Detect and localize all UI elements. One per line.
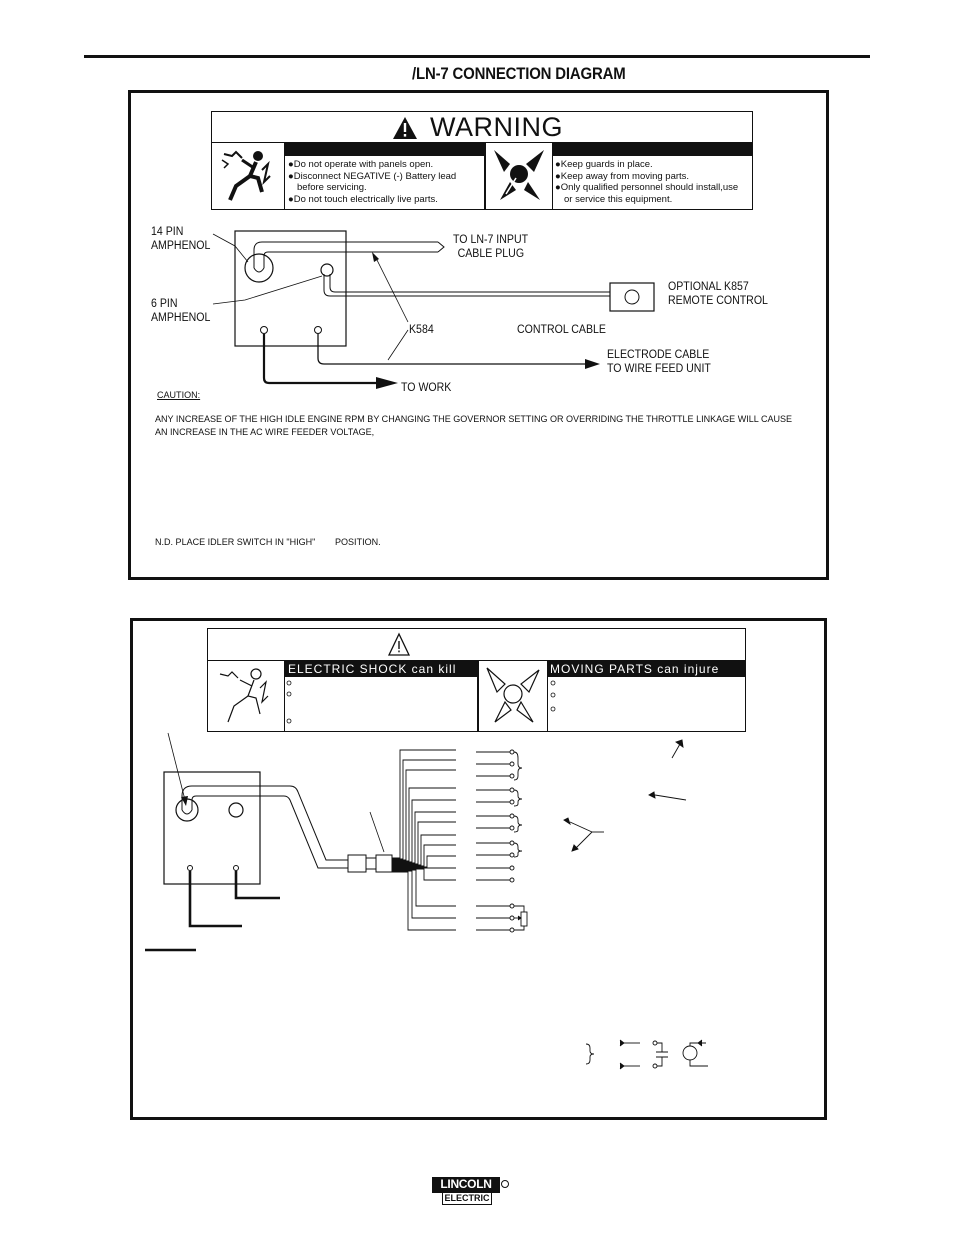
label-14-pin: 14 PIN AMPHENOL [151, 226, 211, 252]
label-control-cable: CONTROL CABLE [517, 324, 606, 336]
warning-left-item: Do not touch electrically live parts. [293, 193, 438, 205]
warning-right-item: or service this equipment. [564, 193, 673, 205]
label-electrode-cable: ELECTRODE CABLE TO WIRE FEED UNIT [607, 349, 711, 375]
bullet-icon: ● [555, 170, 561, 182]
bullet-icon: ● [288, 170, 294, 182]
legend-symbols [586, 1040, 708, 1069]
caution-line-2: AN INCREASE IN THE AC WIRE FEEDER VOLTAGE, [155, 427, 375, 438]
logo-bottom-box [442, 1192, 492, 1205]
logo-bottom-text: ELECTRIC [444, 1193, 490, 1203]
page-title: /LN-7 CONNECTION DIAGRAM [412, 64, 626, 83]
electric-shock-label: ELECTRIC SHOCK can kill [288, 662, 457, 676]
bullet-icon: ● [288, 193, 294, 205]
warning-right-item: Keep guards in place. [560, 159, 653, 170]
warning-left-item: before servicing. [297, 182, 367, 193]
lincoln-electric-logo [432, 1177, 512, 1217]
warning-right-item: Keep away from moving parts. [560, 170, 690, 182]
label-ln7-input: TO LN-7 INPUT CABLE PLUG [453, 234, 529, 260]
logo-top-text: LINCOLN [440, 1177, 492, 1191]
terminal-strip [476, 750, 527, 932]
bullet-icon: ● [555, 159, 561, 170]
warning-right-item: Only qualified personnel should install,use [560, 182, 739, 193]
caution-title: CAUTION: [157, 390, 201, 401]
annotation-arrows [564, 740, 686, 851]
note-idler-switch: N.D. PLACE IDLER SWITCH IN "HIGH" [155, 537, 316, 548]
machine-panel-2 [164, 772, 260, 884]
warning-left-item: Disconnect NEGATIVE (-) Battery lead [293, 170, 457, 182]
moving-parts-label: MOVING PARTS can injure [550, 662, 720, 676]
bullet-icon: ● [288, 159, 294, 170]
logo-top-box [432, 1177, 500, 1193]
label-remote-control: OPTIONAL K857 REMOTE CONTROL [668, 281, 768, 307]
caution-line-1: ANY INCREASE OF THE HIGH IDLE ENGINE RPM BY CHANGING THE GOVERNOR SETTING OR OVERRIDING THE THROTTLE LINKAGE WILL CAUSE [155, 414, 793, 425]
registered-mark [501, 1180, 509, 1188]
label-6-pin: 6 PIN AMPHENOL [151, 298, 211, 324]
label-to-work: TO WORK [401, 382, 452, 394]
note-position: POSITION. [335, 537, 381, 548]
warning-left-item: Do not operate with panels open. [293, 159, 434, 170]
bullet-icon: ● [555, 182, 561, 193]
control-wire-fan [392, 750, 456, 930]
label-k584: K584 [409, 324, 434, 336]
warning-title: WARNING [430, 112, 563, 142]
